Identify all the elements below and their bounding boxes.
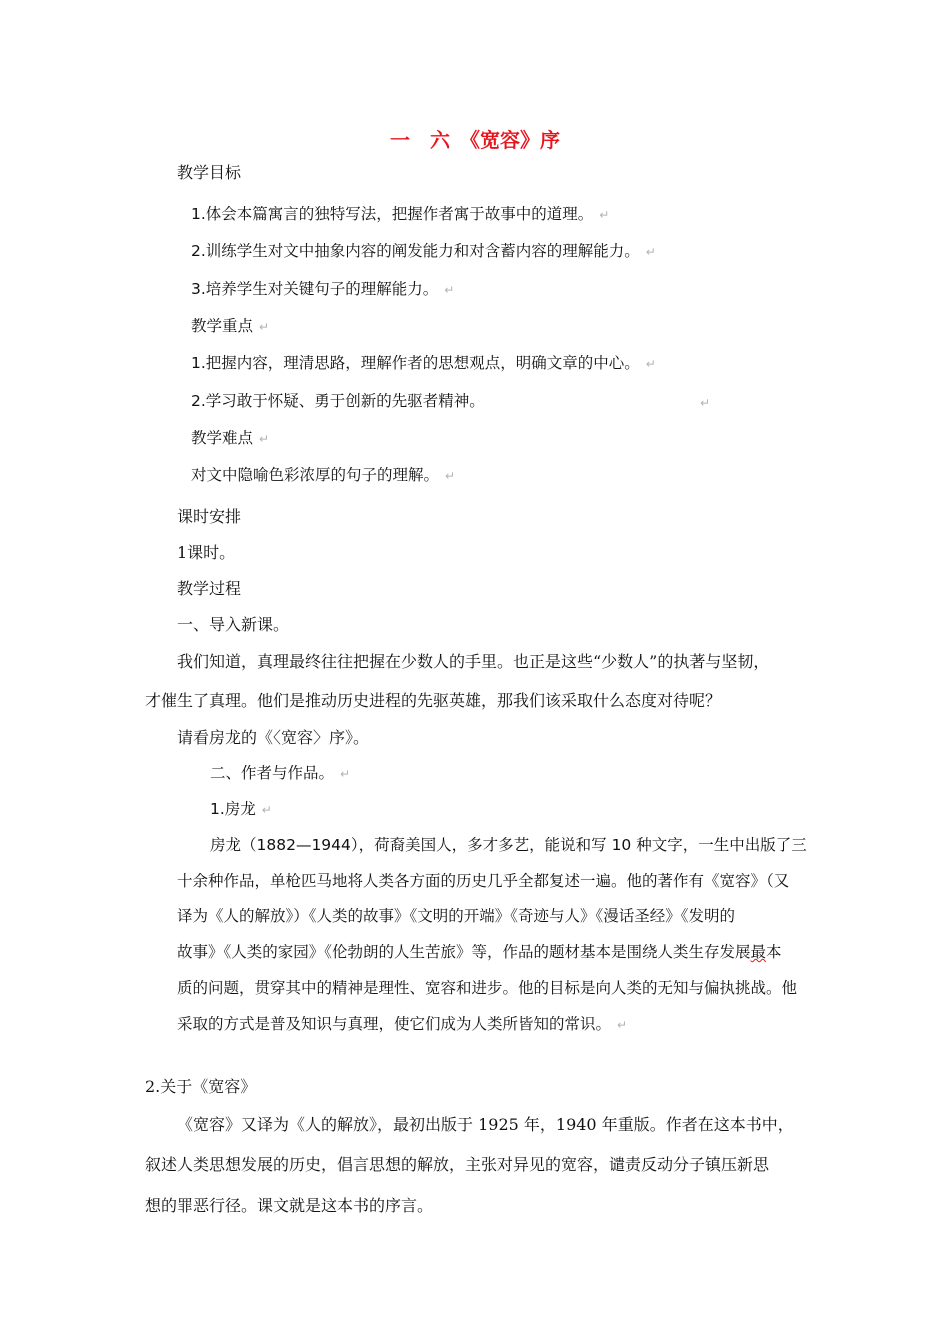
author-heading — [210, 798, 272, 821]
author-line-6-text: 采取的方式是普及知识与真理，使它们成为人类所皆知的常识。 — [177, 1015, 612, 1033]
author-line-1: 房龙（1882—1944），荷裔美国人，多才多艺，能说和写 10 种文字，一生中出版了三 — [210, 836, 807, 854]
paragraph-mark-icon: ↵ — [261, 803, 272, 817]
paragraph-mark-icon: ↵ — [599, 208, 610, 222]
intro-line-1: 我们知道，真理最终往往把握在少数人的手里。也正是这些“少数人”的执著与坚韧， — [177, 652, 770, 671]
difficulty-item-1 — [191, 464, 455, 487]
key-points-heading — [191, 315, 269, 338]
step-1-heading: 一、导入新课。 — [177, 615, 290, 634]
paragraph-mark-icon: ↵ — [645, 357, 656, 371]
author-line-2: 十余种作品，单枪匹马地将人类各方面的历史几乎全都复述一遍。他的著作有《宽容》（又 — [177, 872, 790, 890]
schedule-value: 1课时。 — [177, 543, 236, 562]
goal-item-2 — [191, 240, 656, 263]
step-2-heading — [210, 762, 350, 785]
author-heading-text: 1.房龙 — [210, 800, 256, 818]
book-line-2: 叙述人类思想发展的历史，倡言思想的解放，主张对异见的宽容，谴责反动分子镇压新思 — [145, 1155, 770, 1174]
goals-heading: 教学目标 — [177, 163, 242, 182]
document-title: 一 六 《宽容》序 — [390, 128, 560, 152]
key-item-2: 2.学习敢于怀疑、勇于创新的先驱者精神。 — [191, 392, 485, 410]
goal-item-3-text: 3.培养学生对关键句子的理解能力。 — [191, 280, 439, 298]
author-line-4-text: 故事》《人类的家园》《伦勃朗的人生苦旅》等，作品的题材基本是围绕人类生存发展 — [177, 943, 751, 961]
book-line-3: 想的罪恶行径。课文就是这本书的序言。 — [145, 1196, 434, 1215]
paragraph-mark-icon: ↵ — [444, 283, 455, 297]
paragraph-mark-icon: ↵ — [259, 320, 270, 334]
spellcheck-marked-word: 最 — [750, 943, 767, 961]
difficulty-heading-text: 教学难点 — [191, 429, 254, 447]
paragraph-mark-icon: ↵ — [259, 432, 270, 446]
key-points-heading-text: 教学重点 — [191, 317, 254, 335]
key-item-1-text: 1.把握内容，理清思路，理解作者的思想观点，明确文章的中心。 — [191, 354, 640, 372]
book-line-1: 《宽容》又译为《人的解放》，最初出版于 1925 年，1940 年重版。作者在这本书中， — [177, 1115, 794, 1134]
paragraph-mark-icon: ↵ — [445, 469, 456, 483]
author-line-5: 质的问题，贯穿其中的精神是理性、宽容和进步。他的目标是向人类的无知与偏执挑战。他 — [177, 979, 798, 997]
difficulty-item-1-text: 对文中隐喻色彩浓厚的句子的理解。 — [191, 466, 440, 484]
step-2-heading-text: 二、作者与作品。 — [210, 764, 335, 782]
process-heading: 教学过程 — [177, 579, 242, 598]
paragraph-mark-icon: ↵ — [617, 1018, 628, 1032]
goal-item-3 — [191, 278, 454, 301]
goal-item-2-text: 2.训练学生对文中抽象内容的阐发能力和对含蓄内容的理解能力。 — [191, 242, 640, 260]
author-line-4 — [177, 941, 782, 963]
key-item-1 — [191, 352, 656, 375]
author-line-3: 译为《人的解放》）《人类的故事》《文明的开端》《奇迹与人》《漫话圣经》《发明的 — [177, 907, 736, 925]
author-line-6 — [177, 1013, 627, 1036]
difficulty-heading — [191, 427, 269, 450]
goal-item-1-text: 1.体会本篇寓言的独特写法，把握作者寓于故事中的道理。 — [191, 205, 594, 223]
author-line-4-end: 本 — [766, 943, 782, 961]
paragraph-mark-icon: ↵ — [700, 396, 711, 410]
intro-line-2: 才催生了真理。他们是推动历史进程的先驱英雄，那我们该采取什么态度对待呢？ — [145, 691, 722, 710]
intro-line-3: 请看房龙的《〈宽容〉序》。 — [177, 728, 370, 747]
paragraph-mark-icon: ↵ — [645, 245, 656, 259]
paragraph-mark-icon: ↵ — [340, 767, 351, 781]
book-heading: 2.关于《宽容》 — [145, 1077, 257, 1096]
goal-item-1 — [191, 203, 609, 226]
schedule-heading: 课时安排 — [177, 507, 242, 526]
